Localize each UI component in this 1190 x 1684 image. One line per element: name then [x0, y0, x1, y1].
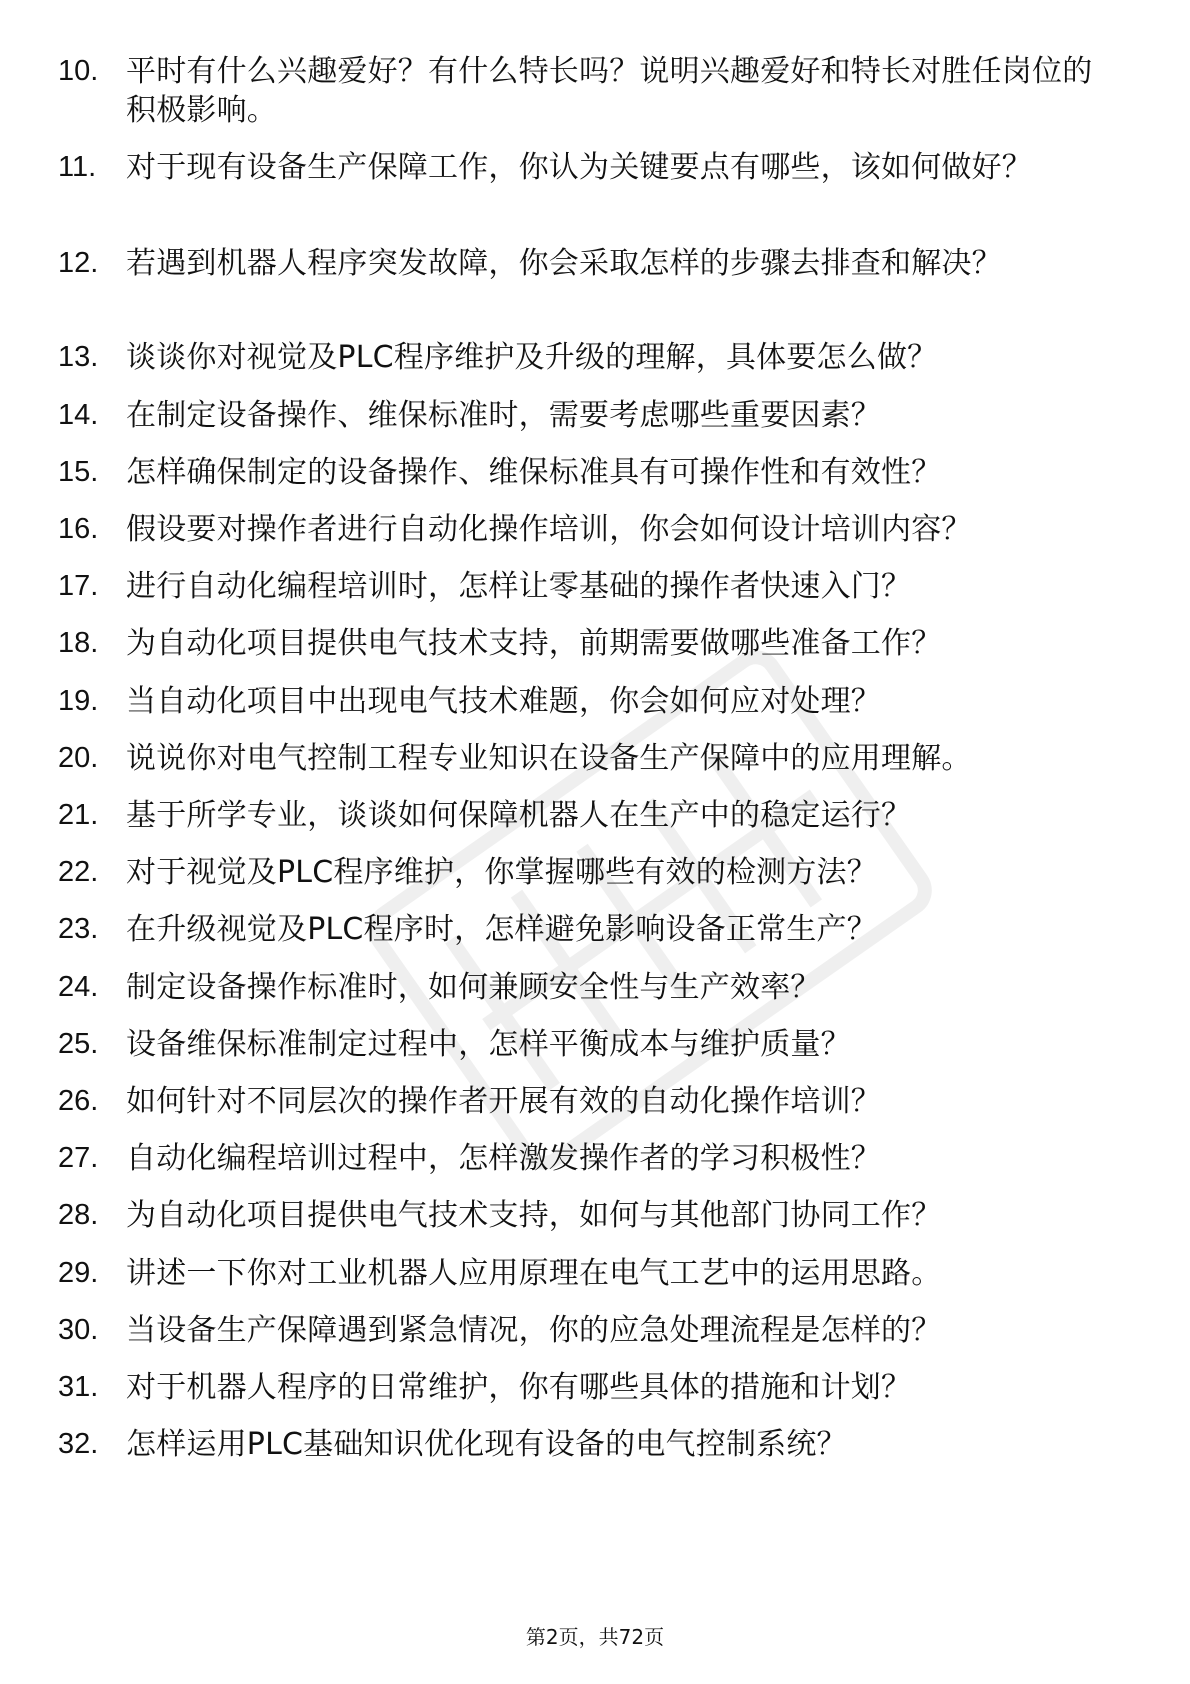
question-text: 假设要对操作者进行自动化操作培训，你会如何设计培训内容？	[126, 512, 972, 547]
question-text: 基于所学专业，谈谈如何保障机器人在生产中的稳定运行？	[126, 798, 912, 833]
question-text: 对于机器人程序的日常维护，你有哪些具体的措施和计划？	[126, 1370, 912, 1405]
question-number: 19.	[58, 685, 99, 717]
question-text: 进行自动化编程培训时，怎样让零基础的操作者快速入门？	[126, 569, 912, 604]
question-number: 12.	[58, 247, 99, 279]
question-text: 设备维保标准制定过程中，怎样平衡成本与维护质量？	[126, 1027, 851, 1062]
question-number: 14.	[58, 399, 99, 431]
question-text: 怎样确保制定的设备操作、维保标准具有可操作性和有效性？	[126, 455, 942, 490]
question-number: 31.	[58, 1371, 99, 1403]
question-text: 对于视觉及PLC程序维护，你掌握哪些有效的检测方法？	[126, 855, 877, 890]
question-text: 自动化编程培训过程中，怎样激发操作者的学习积极性？	[126, 1141, 881, 1176]
question-number: 21.	[58, 799, 99, 831]
question-number: 10.	[58, 55, 99, 87]
question-text: 为自动化项目提供电气技术支持，前期需要做哪些准备工作？	[126, 626, 942, 661]
question-text: 讲述一下你对工业机器人应用原理在电气工艺中的运用思路。	[126, 1256, 942, 1291]
question-text: 谈谈你对视觉及PLC程序维护及升级的理解，具体要怎么做？	[126, 340, 938, 375]
question-number: 23.	[58, 913, 99, 945]
question-text: 在升级视觉及PLC程序时，怎样避免影响设备正常生产？	[126, 912, 877, 947]
question-text: 制定设备操作标准时，如何兼顾安全性与生产效率？	[126, 970, 821, 1005]
question-number: 16.	[58, 513, 99, 545]
question-text: 当设备生产保障遇到紧急情况，你的应急处理流程是怎样的？	[126, 1313, 942, 1348]
question-number: 29.	[58, 1257, 99, 1289]
question-number: 26.	[58, 1085, 99, 1117]
question-text: 在制定设备操作、维保标准时，需要考虑哪些重要因素？	[126, 398, 881, 433]
question-number: 30.	[58, 1314, 99, 1346]
question-number: 17.	[58, 570, 99, 602]
question-number: 24.	[58, 971, 99, 1003]
question-text: 说说你对电气控制工程专业知识在设备生产保障中的应用理解。	[126, 741, 972, 776]
question-number: 28.	[58, 1199, 99, 1231]
question-number: 15.	[58, 456, 99, 488]
question-number: 20.	[58, 742, 99, 774]
question-text: 对于现有设备生产保障工作，你认为关键要点有哪些，该如何做好？	[126, 150, 1032, 185]
question-number: 13.	[58, 341, 99, 373]
question-text: 平时有什么兴趣爱好？有什么特长吗？说明兴趣爱好和特长对胜任岗位的积极影响。	[126, 54, 1093, 128]
question-number: 18.	[58, 627, 99, 659]
question-number: 32.	[58, 1428, 99, 1460]
question-text: 怎样运用PLC基础知识优化现有设备的电气控制系统？	[126, 1427, 847, 1462]
question-text: 当自动化项目中出现电气技术难题，你会如何应对处理？	[126, 684, 881, 719]
question-number: 27.	[58, 1142, 99, 1174]
question-number: 25.	[58, 1028, 99, 1060]
question-text: 如何针对不同层次的操作者开展有效的自动化操作培训？	[126, 1084, 881, 1119]
question-number: 22.	[58, 856, 99, 888]
question-text: 为自动化项目提供电气技术支持，如何与其他部门协同工作？	[126, 1198, 942, 1233]
page-footer: 第2页，共72页	[525, 1625, 665, 1649]
question-number: 11.	[58, 151, 97, 183]
question-text: 若遇到机器人程序突发故障，你会采取怎样的步骤去排查和解决？	[126, 246, 1002, 281]
